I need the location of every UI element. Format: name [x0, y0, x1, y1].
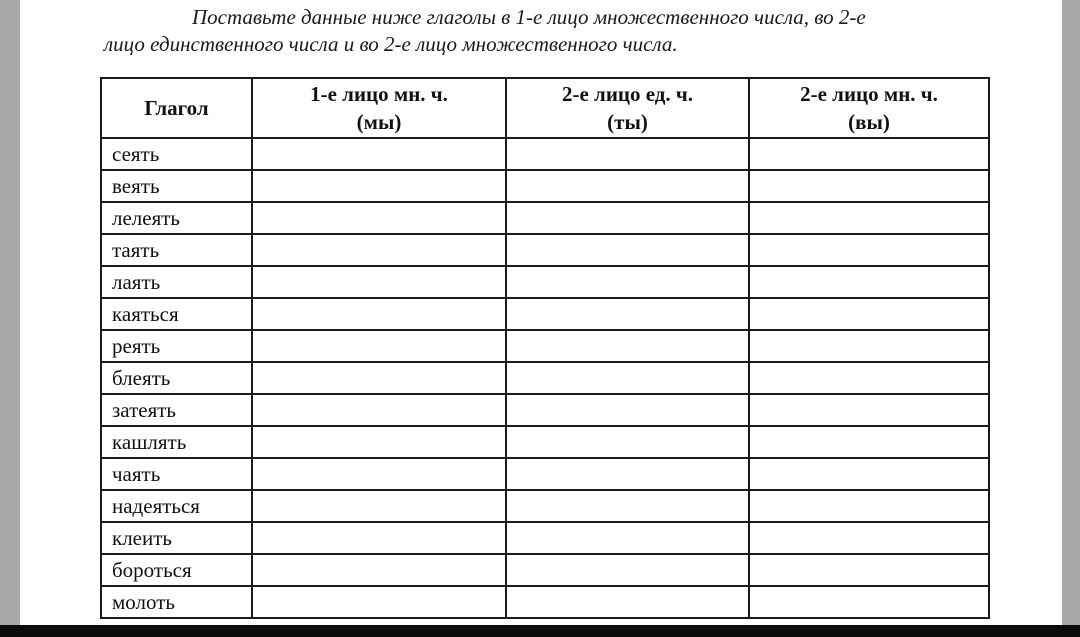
table-row — [101, 490, 989, 522]
answer-cell-you-singular[interactable] — [506, 234, 749, 266]
answer-cell-you-plural[interactable] — [749, 586, 989, 618]
answer-cell-you-plural[interactable] — [749, 330, 989, 362]
answer-cell-you-plural[interactable] — [749, 138, 989, 170]
verb-conjugation-table — [100, 77, 990, 619]
answer-cell-you-plural[interactable] — [749, 490, 989, 522]
verb-cell: бороться — [101, 554, 252, 586]
verb-cell: веять — [101, 170, 252, 202]
verb-cell: молоть — [101, 586, 252, 618]
answer-cell-you-plural[interactable] — [749, 458, 989, 490]
answer-cell-we[interactable] — [252, 426, 506, 458]
table-row — [101, 522, 989, 554]
verb-cell: блеять — [101, 362, 252, 394]
verb-cell: чаять — [101, 458, 252, 490]
answer-cell-you-singular[interactable] — [506, 490, 749, 522]
answer-cell-you-plural[interactable] — [749, 266, 989, 298]
answer-cell-you-singular[interactable] — [506, 330, 749, 362]
right-margin-bar — [1062, 0, 1080, 637]
header-label: 2-е лицо мн. ч. — [800, 82, 938, 106]
answer-cell-we[interactable] — [252, 586, 506, 618]
table-row — [101, 298, 989, 330]
answer-cell-you-singular[interactable] — [506, 426, 749, 458]
header-verb — [101, 78, 252, 138]
header-pronoun: (ты) — [607, 110, 648, 134]
answer-cell-we[interactable] — [252, 234, 506, 266]
table-row — [101, 554, 989, 586]
header-pronoun: (вы) — [848, 110, 890, 134]
answer-cell-you-plural[interactable] — [749, 426, 989, 458]
answer-cell-we[interactable] — [252, 266, 506, 298]
answer-cell-you-plural[interactable] — [749, 202, 989, 234]
answer-cell-you-singular[interactable] — [506, 394, 749, 426]
verb-cell: таять — [101, 234, 252, 266]
table-row — [101, 170, 989, 202]
header-2nd-person-plural — [749, 78, 989, 138]
answer-cell-we[interactable] — [252, 170, 506, 202]
verb-cell: каяться — [101, 298, 252, 330]
answer-cell-you-singular[interactable] — [506, 522, 749, 554]
answer-cell-we[interactable] — [252, 554, 506, 586]
answer-cell-you-singular[interactable] — [506, 138, 749, 170]
answer-cell-we[interactable] — [252, 490, 506, 522]
verb-cell: надеяться — [101, 490, 252, 522]
answer-cell-you-singular[interactable] — [506, 362, 749, 394]
answer-cell-we[interactable] — [252, 330, 506, 362]
bottom-black-bar — [0, 625, 1080, 637]
answer-cell-we[interactable] — [252, 298, 506, 330]
answer-cell-you-plural[interactable] — [749, 362, 989, 394]
table-row — [101, 266, 989, 298]
answer-cell-we[interactable] — [252, 522, 506, 554]
task-instruction — [104, 4, 1004, 58]
answer-cell-you-singular[interactable] — [506, 298, 749, 330]
answer-cell-you-singular[interactable] — [506, 586, 749, 618]
table-row — [101, 458, 989, 490]
table-row — [101, 330, 989, 362]
verb-cell: лаять — [101, 266, 252, 298]
header-label: 1-е лицо мн. ч. — [310, 82, 448, 106]
answer-cell-you-singular[interactable] — [506, 202, 749, 234]
answer-cell-you-singular[interactable] — [506, 170, 749, 202]
table-row — [101, 234, 989, 266]
table-row — [101, 202, 989, 234]
table-row — [101, 586, 989, 618]
instruction-line-1: Поставьте данные ниже глаголы в 1-е лицо множественного числа, во 2-е — [192, 5, 866, 29]
answer-cell-you-singular[interactable] — [506, 266, 749, 298]
table-row — [101, 362, 989, 394]
answer-cell-we[interactable] — [252, 138, 506, 170]
verb-cell: лелеять — [101, 202, 252, 234]
worksheet-page — [20, 0, 1062, 625]
answer-cell-we[interactable] — [252, 458, 506, 490]
answer-cell-you-plural[interactable] — [749, 394, 989, 426]
header-verb-label: Глагол — [144, 96, 209, 120]
verb-cell: кашлять — [101, 426, 252, 458]
answer-cell-you-plural[interactable] — [749, 522, 989, 554]
header-pronoun: (мы) — [356, 110, 402, 134]
left-margin-bar — [0, 0, 20, 637]
answer-cell-you-plural[interactable] — [749, 554, 989, 586]
verb-cell: клеить — [101, 522, 252, 554]
answer-cell-you-plural[interactable] — [749, 234, 989, 266]
answer-cell-you-plural[interactable] — [749, 170, 989, 202]
answer-cell-we[interactable] — [252, 362, 506, 394]
table-row — [101, 426, 989, 458]
verb-cell: реять — [101, 330, 252, 362]
header-2nd-person-singular — [506, 78, 749, 138]
table-row — [101, 138, 989, 170]
answer-cell-we[interactable] — [252, 202, 506, 234]
answer-cell-you-plural[interactable] — [749, 298, 989, 330]
answer-cell-we[interactable] — [252, 394, 506, 426]
verb-cell: сеять — [101, 138, 252, 170]
header-label: 2-е лицо ед. ч. — [561, 82, 694, 106]
answer-cell-you-singular[interactable] — [506, 458, 749, 490]
table-header-row — [101, 78, 989, 138]
answer-cell-you-singular[interactable] — [506, 554, 749, 586]
instruction-line-2: лицо единственного числа и во 2-е лицо множественного числа. — [104, 32, 678, 56]
table-row — [101, 394, 989, 426]
verb-cell: затеять — [101, 394, 252, 426]
header-1st-person-plural — [252, 78, 506, 138]
